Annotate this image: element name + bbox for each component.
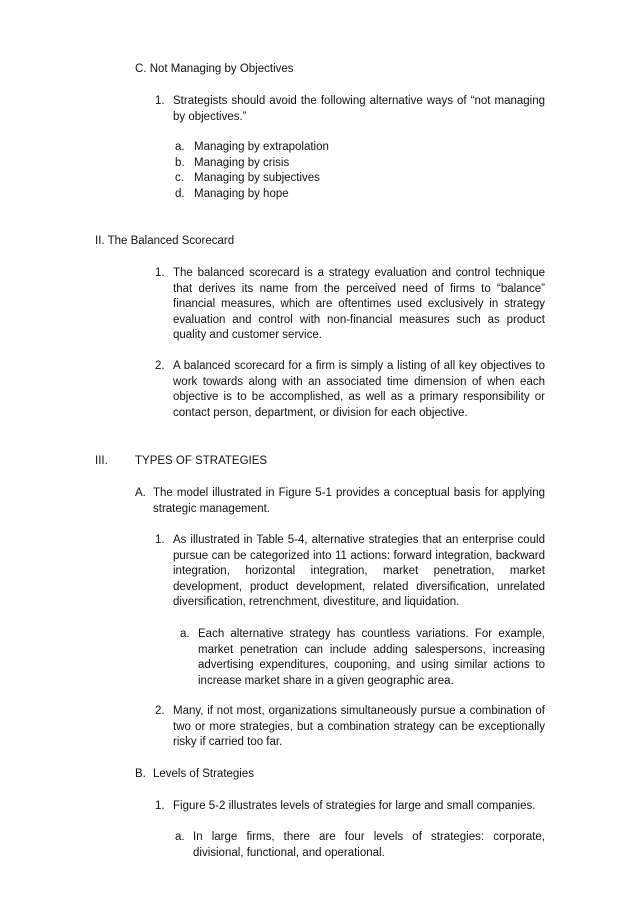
section-iii-a-item-1-number: 1.: [155, 534, 165, 546]
subitem-c-text: Managing by subjectives: [194, 172, 320, 184]
subitem-a-letter: a.: [175, 141, 185, 153]
section-iii-a-item-1-a-letter: a.: [180, 628, 190, 640]
section-ii-heading: II. The Balanced Scorecard: [95, 235, 235, 247]
section-iii-a-item-1-text: As illustrated in Table 5-4, alternative strategies that an enterprise could pursue can be categorized into 11 actions: forward integration, backward integration, horizontal integration, market penetration, market development, product development, related diversification, unrelated diversification, retrenchment, divestiture, and liquidation.: [173, 534, 545, 609]
section-iii-b-heading: Levels of Strategies: [153, 768, 255, 780]
section-iii-a-text: The model illustrated in Figure 5-1 provides a conceptual basis for applying strategic management.: [153, 487, 545, 515]
section-c-heading: C. Not Managing by Objectives: [135, 63, 294, 75]
section-iii-b-letter: B.: [135, 768, 146, 780]
section-iii-a-item-2-number: 2.: [155, 705, 165, 717]
section-iii-number: III.: [95, 455, 108, 467]
section-iii-b-item-1-a-text: In large firms, there are four levels of strategies: corporate, divisional, functional, and operational.: [193, 831, 545, 859]
section-iii-a-letter: A.: [135, 487, 146, 499]
subitem-c-letter: c.: [175, 172, 184, 184]
subitem-d-text: Managing by hope: [194, 188, 289, 200]
section-ii-item-1-text: The balanced scorecard is a strategy evaluation and control technique that derives its name from the perceived need of firms to “balance” financial measures, which are oftentimes used exclusively in strategy evaluation and control with non-financial measures such as product quality and customer service.: [173, 267, 545, 342]
section-ii-item-2-number: 2.: [155, 360, 165, 372]
subitem-a-text: Managing by extrapolation: [194, 141, 329, 153]
subitem-d-letter: d.: [175, 188, 185, 200]
section-iii-b-item-1-a-letter: a.: [175, 831, 185, 843]
section-iii-b-item-1-text: Figure 5-2 illustrates levels of strategies for large and small companies.: [173, 800, 536, 812]
section-c-item-1-number: 1.: [155, 95, 165, 107]
section-ii-item-1-number: 1.: [155, 267, 165, 279]
subitem-b-text: Managing by crisis: [194, 157, 290, 169]
section-iii-heading: TYPES OF STRATEGIES: [135, 455, 268, 467]
section-iii-b-item-1-number: 1.: [155, 800, 165, 812]
subitem-b-letter: b.: [175, 157, 185, 169]
section-iii-a-item-1-a-text: Each alternative strategy has countless variations. For example, market penetration can include adding salespersons, increasing advertising expenditures, couponing, and using similar actions to increase market share in a given geographic area.: [198, 628, 545, 687]
section-c-item-1-text: Strategists should avoid the following alternative ways of “not managing by objectives.”: [173, 95, 545, 123]
section-ii-item-2-text: A balanced scorecard for a firm is simply a listing of all key objectives to work towards along with an associated time dimension of when each objective is to be accomplished, as well as a primary responsibility or contact person, department, or division for each objective.: [173, 360, 545, 419]
section-iii-a-item-2-text: Many, if not most, organizations simultaneously pursue a combination of two or more strategies, but a combination strategy can be exceptionally risky if carried too far.: [173, 705, 545, 749]
